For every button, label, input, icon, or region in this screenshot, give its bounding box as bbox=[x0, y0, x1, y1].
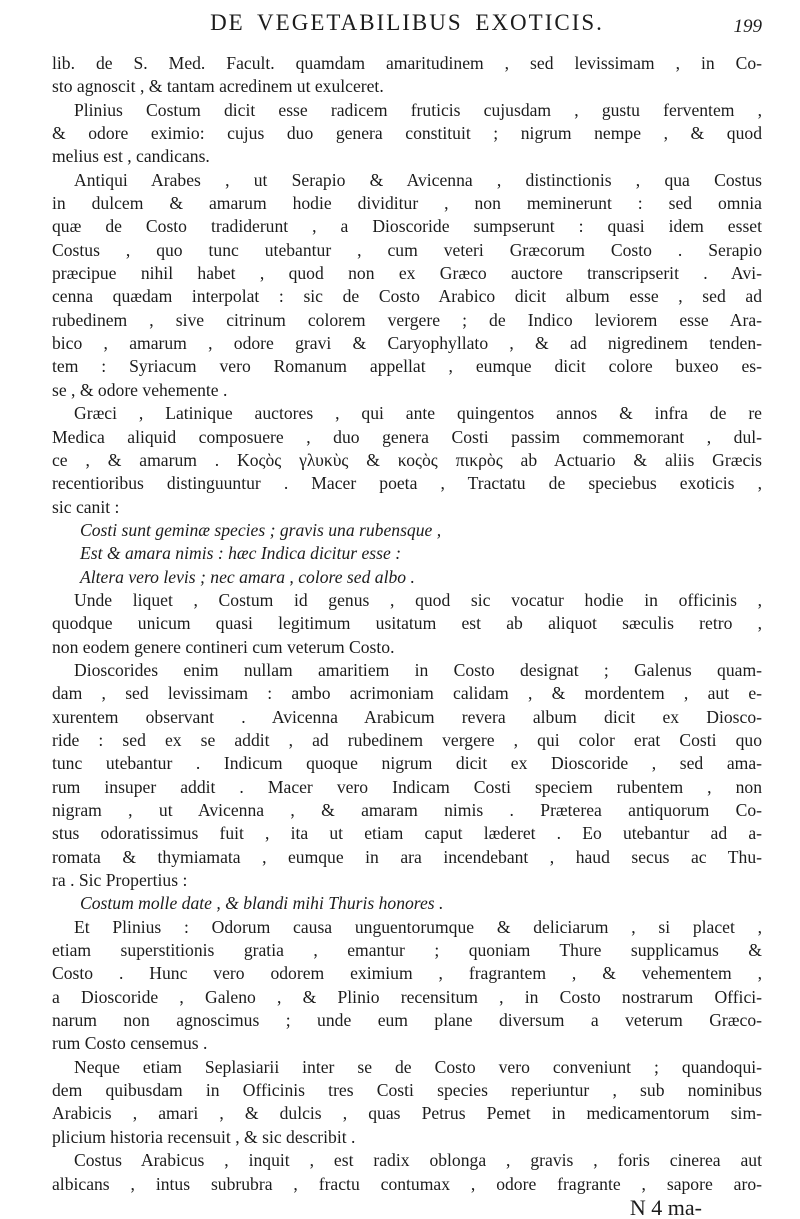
text-line: Græci , Latinique auctores , qui ante quingentos annos & infra de re bbox=[74, 403, 762, 424]
text-line: Arabicis , amari , & dulcis , quas Petrus Pemet in medicamentorum sim- bbox=[52, 1103, 762, 1124]
text-line: albicans , intus subrubra , fractu contumax , odore fragrante , sapore aro- bbox=[52, 1173, 762, 1194]
verse-line: Costum molle date , & blandi mihi Thuris honores . bbox=[80, 893, 444, 914]
text-line: ride : sed ex se addit , ad rubedinem vergere , qui color erat Costi quo bbox=[52, 729, 762, 750]
text-line: & odore eximio: cujus duo genera constituit ; nigrum nempe , & quod bbox=[52, 123, 762, 144]
text-line: xurentem observant . Avicenna Arabicum revera album dicit ex Diosco- bbox=[52, 706, 762, 727]
text-line: non eodem genere contineri cum veterum Costo. bbox=[52, 636, 395, 657]
text-line: rum insuper addit . Macer vero Indicam Costi speciem rubentem , non bbox=[52, 776, 762, 797]
text-line: præcipue nihil habet , quod non ex Græco auctore transcripserit . Avi- bbox=[52, 263, 762, 284]
verse-line: Altera vero levis ; nec amara , colore sed albo . bbox=[80, 566, 415, 587]
text-line: ce , & amarum . Κοςὸς γλυκὺς & κοςὸς πικρὸς ab Actuario & aliis Græcis bbox=[52, 449, 762, 470]
text-line: romata & thymiamata , eumque in ara incendebant , haud secus ac Thu- bbox=[52, 846, 762, 867]
text-line: tunc utebantur . Indicum quoque nigrum dicit ex Dioscoride , sed ama- bbox=[52, 753, 762, 774]
text-line: rum Costo censemus . bbox=[52, 1033, 208, 1054]
text-line: etiam superstitionis gratia , emantur ; quoniam Thure supplicamus & bbox=[52, 940, 762, 961]
running-title: DE VEGETABILIBUS EXOTICIS. bbox=[210, 10, 604, 35]
text-line: sic canit : bbox=[52, 496, 120, 517]
text-line: Antiqui Arabes , ut Serapio & Avicenna , distinctionis , qua Costus bbox=[74, 169, 762, 190]
text-line: quæ de Costo tradiderunt , a Dioscoride sumpserunt : quasi idem esset bbox=[52, 216, 762, 237]
text-line: tem : Syriacum vero Romanum appellat , eumque dicit colore buxeo es- bbox=[52, 356, 762, 377]
text-line: sto agnoscit , & tantam acredinem ut exulceret. bbox=[52, 76, 384, 97]
text-line: Unde liquet , Costum id genus , quod sic vocatur hodie in officinis , bbox=[74, 589, 762, 610]
text-line: Dioscorides enim nullam amaritiem in Costo designat ; Galenus quam- bbox=[74, 659, 762, 680]
text-line: Plinius Costum dicit esse radicem fruticis cujusdam , gustu ferventem , bbox=[74, 99, 762, 120]
running-head bbox=[52, 8, 762, 44]
page-number: 199 bbox=[733, 16, 762, 37]
text-line: stus odoratissimus fuit , ita ut etiam caput læderet . Eo utebantur ad a- bbox=[52, 823, 762, 844]
text-line: recentioribus distinguuntur . Macer poeta , Tractatu de speciebus exoticis , bbox=[52, 473, 762, 494]
verse-line: Costi sunt geminæ species ; gravis una rubensque , bbox=[80, 519, 442, 540]
text-line: plicium historia recensuit , & sic describit . bbox=[52, 1126, 356, 1147]
verse-line: Est & amara nimis : hæc Indica dicitur esse : bbox=[80, 543, 402, 564]
text-line: a Dioscoride , Galeno , & Plinio recensitum , in Costo nostrarum Offici- bbox=[52, 986, 762, 1007]
text-line: Medica aliquid composuere , duo genera Costi passim commemorant , dul- bbox=[52, 426, 762, 447]
text-line: Costus Arabicus , inquit , est radix oblonga , gravis , foris cinerea aut bbox=[74, 1150, 762, 1171]
text-line: narum non agnoscimus ; unde eum plane diversum a veterum Græco- bbox=[52, 1010, 762, 1031]
body-text bbox=[52, 52, 762, 1219]
text-line: Neque etiam Seplasiarii inter se de Costo vero conveniunt ; quandoqui- bbox=[74, 1056, 762, 1077]
text-line: rubedinem , sive citrinum colorem vergere ; de Indico leviorem esse Ara- bbox=[52, 309, 762, 330]
text-line: melius est , candicans. bbox=[52, 146, 210, 167]
text-line: cenna quædam interpolat : sic de Costo Arabico dicit album esse , sed ad bbox=[52, 286, 762, 307]
text-line: Costus , quo tunc utebantur , cum veteri Græcorum Costo . Serapio bbox=[52, 239, 762, 260]
text-line: ra . Sic Propertius : bbox=[52, 870, 188, 891]
text-line: quodque unicum quasi legitimum usitatum est ab aliquot sæculis retro , bbox=[52, 613, 762, 634]
text-line: se , & odore vehemente . bbox=[52, 379, 228, 400]
text-line: dem quibusdam in Officinis tres Costi species reperiuntur , sub nominibus bbox=[52, 1080, 762, 1101]
text-line: dam , sed levissimam : ambo acrimoniam calidam , & mordentem , aut e- bbox=[52, 683, 762, 704]
text-line: lib. de S. Med. Facult. quamdam amaritudinem , sed levissimam , in Co- bbox=[52, 53, 762, 73]
text-line: Et Plinius : Odorum causa unguentorumque & deliciarum , si placet , bbox=[74, 916, 762, 937]
text-line: bico , amarum , odore gravi & Caryophyllato , & ad nigredinem tenden- bbox=[52, 333, 762, 354]
text-line: in dulcem & amarum hodie dividitur , non meminerunt : sed omnia bbox=[52, 193, 762, 214]
text-line: Costo . Hunc vero odorem eximium , fragrantem , & vehementem , bbox=[52, 963, 762, 984]
text-line: nigram , ut Avicenna , & amaram nimis . Præterea antiquorum Co- bbox=[52, 800, 762, 820]
signature-catchword: N 4 ma- bbox=[629, 1195, 702, 1219]
book-page bbox=[52, 8, 762, 1219]
